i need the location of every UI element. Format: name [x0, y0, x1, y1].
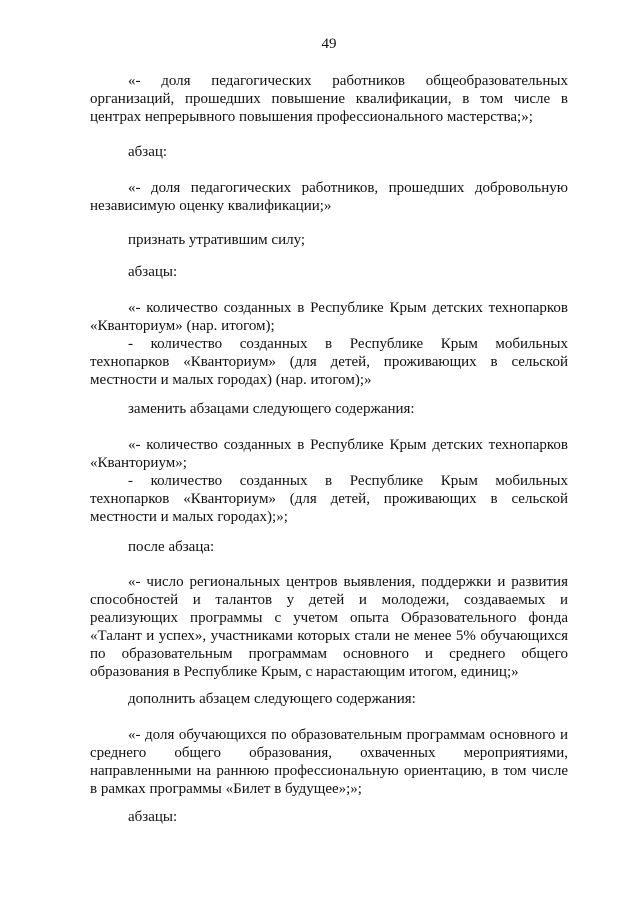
instruction-paragraphs: абзацы:: [128, 264, 178, 280]
text-line: по образовательным программам основного и среднего общего: [90, 646, 568, 662]
paragraph-technoparks-old: [90, 299, 568, 389]
text-line: «- число региональных центров выявления, поддержки и развития: [128, 574, 568, 590]
instruction-add-paragraph: дополнить абзацем следующего содержания:: [128, 691, 416, 707]
text-line: среднего общего образования, охваченных мероприятиями,: [90, 745, 568, 761]
text-line: независимую оценку квалификации;»: [90, 198, 332, 214]
paragraph-technoparks-new: [90, 436, 568, 526]
text-line: в рамках программы «Билет в будущее»;»;: [90, 781, 362, 797]
instruction-paragraph: абзац:: [128, 144, 168, 160]
paragraph-regional-centers: [90, 573, 568, 681]
instruction-paragraphs-final: абзацы:: [128, 809, 178, 825]
text-line: - количество созданных в Республике Крым мобильных: [128, 336, 568, 352]
text-line: «Кванториум»;: [90, 455, 187, 471]
text-line: «- доля обучающихся по образовательным программам основного и: [128, 727, 568, 743]
text-line: технопарков «Кванториум» (для детей, проживающих в сельской: [90, 354, 568, 370]
text-line: «Кванториум» (нар. итогом);: [90, 318, 275, 334]
text-line: организаций, прошедших повышение квалификации, в том числе в: [90, 91, 568, 107]
text-line: «- количество созданных в Республике Крым детских технопарков: [128, 437, 568, 453]
page-number: 49: [321, 36, 337, 52]
text-line: «- доля педагогических работников, прошедших добровольную: [128, 180, 568, 196]
text-line: «Талант и успех», участниками которых стали не менее 5% обучающихся: [90, 628, 568, 644]
paragraph-career-guidance: [90, 726, 568, 798]
paragraph-teacher-qualification: [90, 72, 568, 126]
instruction-repeal: признать утратившим силу;: [128, 232, 306, 248]
text-line: технопарков «Кванториум» (для детей, проживающих в сельской: [90, 491, 568, 507]
text-line: «- количество созданных в Республике Крым детских технопарков: [128, 300, 568, 316]
paragraph-independent-assessment: [90, 179, 568, 215]
text-line: реализующих программы с учетом опыта Образовательного фонда: [90, 610, 568, 626]
text-line: способностей и талантов у детей и молодежи, создаваемых и: [90, 592, 568, 608]
text-line: - количество созданных в Республике Крым мобильных: [128, 473, 568, 489]
text-line: направленными на раннюю профессиональную ориентацию, в том числе: [90, 763, 568, 779]
instruction-replace: заменить абзацами следующего содержания:: [128, 401, 415, 417]
text-line: местности и малых городах);»;: [90, 509, 288, 525]
text-line: центрах непрерывного повышения профессионального мастерства;»;: [90, 109, 533, 125]
text-line: образования в Республике Крым, с нарастающим итогом, единиц;»: [90, 664, 519, 680]
text-line: местности и малых городах) (нар. итогом);»: [90, 372, 372, 388]
instruction-after-paragraph: после абзаца:: [128, 539, 215, 555]
text-line: «- доля педагогических работников общеобразовательных: [128, 73, 568, 89]
